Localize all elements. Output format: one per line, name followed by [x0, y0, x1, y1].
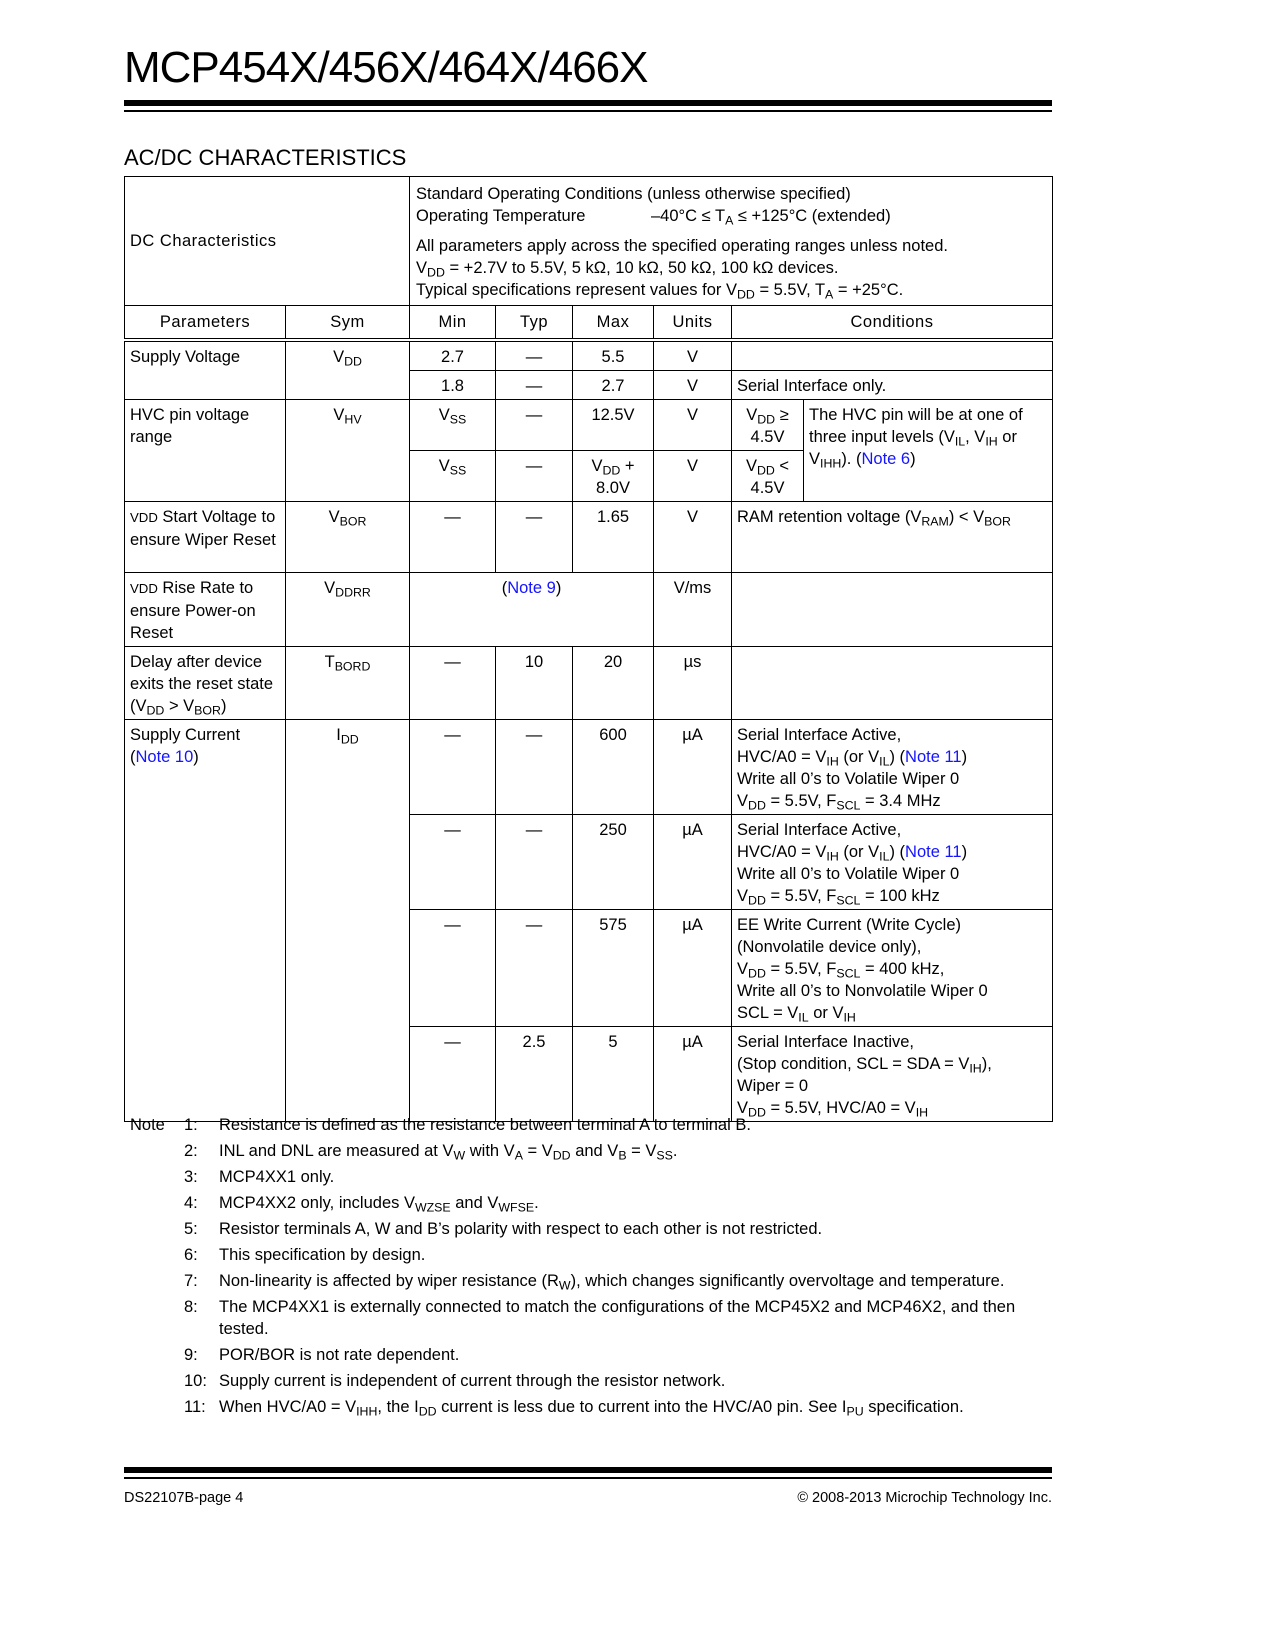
- col-conditions: Conditions: [732, 306, 1053, 341]
- min-value: 1.8: [410, 371, 496, 400]
- note-1: Note 1: Resistance is defined as the resistance between terminal A to terminal B.: [130, 1116, 751, 1134]
- typ-value: —: [496, 371, 573, 400]
- col-sym: Sym: [286, 306, 410, 341]
- min-value: —: [410, 720, 496, 815]
- conditions-value: [732, 340, 1053, 371]
- note-7: 7: Non-linearity is affected by wiper resistance $(R_W)$, which changes significantly overvoltage and temperature.: [184, 1272, 1005, 1293]
- max-value: 575: [573, 910, 654, 1027]
- min-typ-max-span: (Note 9): [410, 573, 654, 647]
- note-9-link[interactable]: Note 9: [507, 579, 556, 597]
- param-vdd-start-voltage: VDD Start Voltage to ensure Wiper Reset: [125, 502, 286, 573]
- all-parameters-line: All parameters apply across the specified operating ranges unless noted.: [416, 237, 948, 255]
- conditions-value: RAM retention voltage $(V_{RAM}) < V_{BOR}$: [732, 502, 1053, 573]
- conditions-value: [732, 647, 1053, 720]
- column-header-row: [125, 306, 1053, 341]
- ac-dc-characteristics-table: [124, 176, 1053, 1122]
- conditions-vdd-lt: $V_{DD} < 4.5V$: [732, 451, 804, 502]
- sym-idd: $I_{DD}$: [286, 720, 410, 1122]
- param-vdd-rise-rate: VDD Rise Rate to ensure Power-on Reset: [125, 573, 286, 647]
- units-value: µA: [654, 1027, 732, 1122]
- col-parameters: Parameters: [125, 306, 286, 341]
- max-value: 5.5: [573, 340, 654, 371]
- max-value: 5: [573, 1027, 654, 1122]
- min-value: —: [410, 815, 496, 910]
- sym-vbor: $V_{BOR}$: [286, 502, 410, 573]
- param-supply-current: Supply Current (Note 10): [125, 720, 286, 1122]
- units-value: µA: [654, 720, 732, 815]
- sym-vhv: $V_{HV}$: [286, 400, 410, 502]
- units-value: µA: [654, 815, 732, 910]
- table-conditions-header: [125, 177, 1053, 306]
- typ-value: —: [496, 340, 573, 371]
- table-row: [125, 720, 1053, 815]
- note-11-link[interactable]: Note 11: [905, 748, 962, 766]
- footer-rule-thin: [124, 1477, 1052, 1479]
- typ-value: —: [496, 910, 573, 1027]
- param-delay-after-reset: Delay after device exits the reset state $(V_{DD} > V_{BOR})$: [125, 647, 286, 720]
- max-value: 2.7: [573, 371, 654, 400]
- note-3: 3: MCP4XX1 only.: [184, 1168, 335, 1186]
- units-value: µs: [654, 647, 732, 720]
- max-value: 250: [573, 815, 654, 910]
- note-6-link[interactable]: Note 6: [861, 450, 911, 468]
- note-10: 10: Supply current is independent of current through the resistor network.: [184, 1372, 726, 1390]
- sym-vddrr: $V_{DDRR}$: [286, 573, 410, 647]
- min-value: $V_{SS}$: [410, 400, 496, 451]
- min-value: —: [410, 502, 496, 573]
- conditions-line: Standard Operating Conditions (unless otherwise specified): [416, 185, 851, 203]
- note-10-link[interactable]: Note 10: [135, 748, 194, 766]
- header-rule-thick: [124, 100, 1052, 106]
- min-value: —: [410, 910, 496, 1027]
- param-hvc-pin-voltage: HVC pin voltage range: [125, 400, 286, 502]
- table-row: [125, 502, 1053, 573]
- note-9: 9: POR/BOR is not rate dependent.: [184, 1346, 460, 1364]
- max-value: 600: [573, 720, 654, 815]
- col-typ: Typ: [496, 306, 573, 341]
- typ-value: 10: [496, 647, 573, 720]
- conditions-value: EE Write Current (Write Cycle) (Nonvolatile device only), $V_{DD} = 5.5V$, $F_{SCL} = 400$ kHz, Write all 0’s to Nonvolatile Wiper 0 SCL = $V_{IL}$ or $V_{IH}$: [732, 910, 1053, 1027]
- note-2: 2: INL and DNL are measured at $V_W$ with $V_A = V_{DD}$ and $V_B = V_{SS}$.: [184, 1142, 678, 1163]
- units-value: V: [654, 371, 732, 400]
- min-value: 2.7: [410, 340, 496, 371]
- min-value: —: [410, 1027, 496, 1122]
- col-units: Units: [654, 306, 732, 341]
- typical-spec-line: Typical specifications represent values for $V_{DD} = 5.5V$, $T_A = +25^\circ C$.: [416, 281, 904, 302]
- param-supply-voltage: Supply Voltage: [125, 340, 286, 400]
- note-11: 11: When $HVC/A0 = V_{IHH}$, the $I_{DD}$ current is less due to current into the HVC/A0 pin. See $I_{PU}$ specification.: [184, 1398, 964, 1419]
- units-value: V: [654, 340, 732, 371]
- note-11-link[interactable]: Note 11: [905, 843, 962, 861]
- typ-value: —: [496, 720, 573, 815]
- max-value: 1.65: [573, 502, 654, 573]
- max-value: 20: [573, 647, 654, 720]
- sym-tbord: $T_{BORD}$: [286, 647, 410, 720]
- conditions-value: Serial Interface only.: [732, 371, 1053, 400]
- typ-value: —: [496, 400, 573, 451]
- copyright: © 2008-2013 Microchip Technology Inc.: [797, 1490, 1052, 1506]
- col-max: Max: [573, 306, 654, 341]
- col-min: Min: [410, 306, 496, 341]
- table-row: [125, 647, 1053, 720]
- note-6: 6: This specification by design.: [184, 1246, 426, 1264]
- units-value: µA: [654, 910, 732, 1027]
- header-rule-thin: [124, 110, 1052, 112]
- conditions-value: Serial Interface Active, $HVC/A0 = V_{IH}$ (or $V_{IL}$) (Note 11) Write all 0’s to Volatile Wiper 0 $V_{DD} = 5.5V$, $F_{SCL} = 3.4$ MHz: [732, 720, 1053, 815]
- sym-vdd: $V_{DD}$: [286, 340, 410, 400]
- max-value: 12.5V: [573, 400, 654, 451]
- conditions-value: [732, 573, 1053, 647]
- typ-value: —: [496, 815, 573, 910]
- typ-value: 2.5: [496, 1027, 573, 1122]
- table-row: [125, 400, 1053, 451]
- typ-value: —: [496, 451, 573, 502]
- table-notes: [130, 1114, 1050, 1422]
- standard-operating-conditions: [410, 177, 1053, 306]
- units-value: V: [654, 451, 732, 502]
- conditions-value: Serial Interface Inactive, (Stop condition, SCL = SDA = $V_{IH}$), Wiper = 0 $V_{DD} = 5.5V$, $HVC/A0 = V_{IH}$: [732, 1027, 1053, 1122]
- note-5: 5: Resistor terminals A, W and B’s polarity with respect to each other is not restricted.: [184, 1220, 823, 1238]
- document-title: MCP454X/456X/464X/466X: [124, 43, 648, 92]
- typ-value: —: [496, 502, 573, 573]
- max-value: $V_{DD} + 8.0V$: [573, 451, 654, 502]
- min-value: $V_{SS}$: [410, 451, 496, 502]
- footer-rule-thick: [124, 1467, 1052, 1473]
- units-value: V: [654, 502, 732, 573]
- table-row: [125, 340, 1053, 371]
- units-value: V: [654, 400, 732, 451]
- note-8: 8: The MCP4XX1 is externally connected to match the configurations of the MCP45X2 and MCP46X2, and then tested.: [184, 1298, 1016, 1338]
- hvc-note-text: The HVC pin will be at one of three input levels ($V_{IL}$, $V_{IH}$ or $V_{IHH}$). (Note 6): [804, 400, 1053, 502]
- note-4: 4: MCP4XX2 only, includes $V_{WZSE}$ and $V_{WFSE}$.: [184, 1194, 539, 1215]
- min-value: —: [410, 647, 496, 720]
- conditions-vdd-ge: $V_{DD} \ge 4.5V$: [732, 400, 804, 451]
- vdd-range-line: $V_{DD} = +2.7V$ to 5.5V, 5 kΩ, 10 kΩ, 50 kΩ, 100 kΩ devices.: [416, 259, 839, 280]
- units-value: V/ms: [654, 573, 732, 647]
- table-row: [125, 573, 1053, 647]
- operating-temperature-line: Operating Temperature $-40^\circ C \le T_A \le +125^\circ C$ (extended): [416, 207, 891, 228]
- dc-characteristics-label: DC Characteristics: [125, 177, 410, 306]
- conditions-value: Serial Interface Active, $HVC/A0 = V_{IH}$ (or $V_{IL}$) (Note 11) Write all 0’s to Volatile Wiper 0 $V_{DD} = 5.5V$, $F_{SCL} = 100$ kHz: [732, 815, 1053, 910]
- section-title: AC/DC CHARACTERISTICS: [124, 145, 407, 170]
- page-number: DS22107B-page 4: [124, 1490, 244, 1506]
